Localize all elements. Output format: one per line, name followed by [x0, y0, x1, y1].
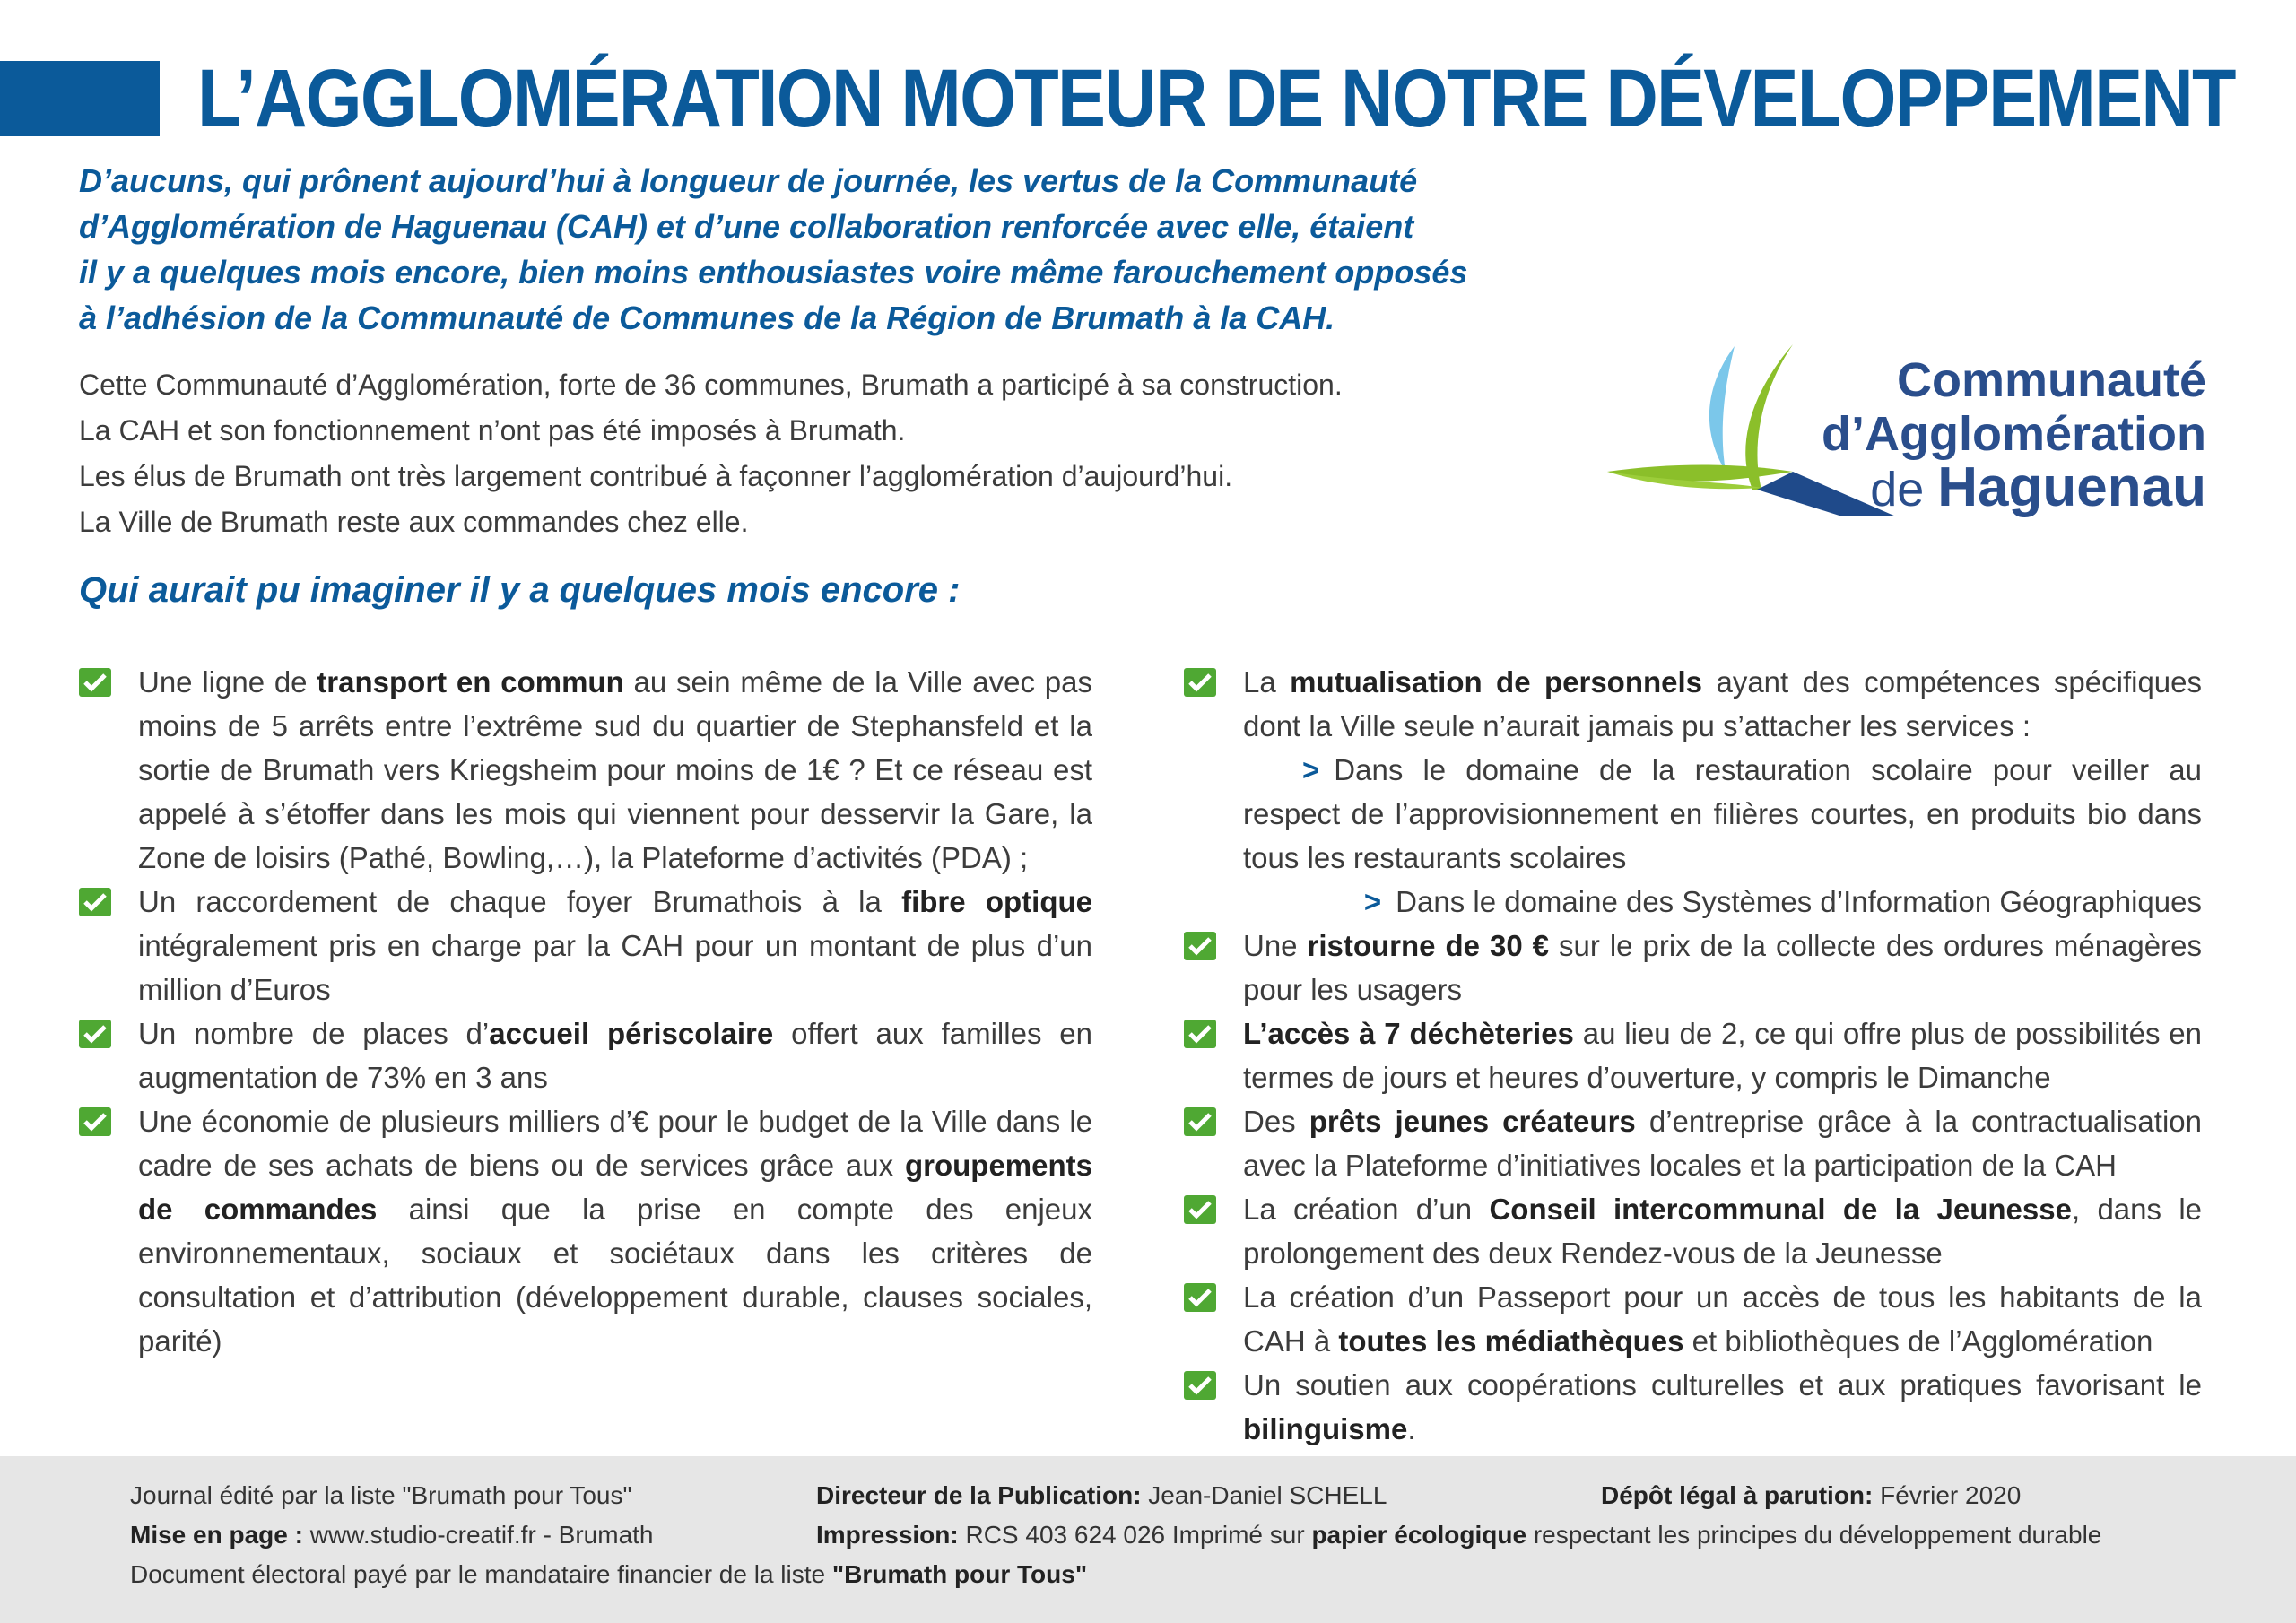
body-line: Les élus de Brumath ont très largement contribué à façonner l’agglomération d’aujourd’hui.: [79, 460, 1233, 492]
page-title: L’AGGLOMÉRATION MOTEUR DE NOTRE DÉVELOPPEMENT: [197, 53, 2235, 144]
item-text: Une: [1243, 929, 1308, 962]
item-bold: bilinguisme: [1243, 1412, 1408, 1445]
footer-bold: papier écologique: [1311, 1521, 1527, 1549]
checkbox-check-icon: [1184, 668, 1216, 697]
list-item: [79, 660, 1092, 880]
item-text: ainsi que la prise en compte des enjeux environnementaux, sociaux et sociétaux dans les critères de consultation et d’attribution (développement durable, clauses sociales, parité): [138, 1193, 1092, 1358]
footer-label: Directeur de la Publication:: [816, 1481, 1142, 1509]
item-text: Une économie de plusieurs milliers d’€ pour le budget de la Ville dans le cadre de ses achats de biens ou de services grâce aux: [138, 1105, 1092, 1182]
checkbox-check-icon: [1184, 1371, 1216, 1400]
checkbox-check-icon: [1184, 1020, 1216, 1048]
body-line: La CAH et son fonctionnement n’ont pas été imposés à Brumath.: [79, 414, 906, 447]
item-bold: fibre optique: [901, 885, 1092, 918]
item-text: et bibliothèques de l’Agglomération: [1683, 1324, 2153, 1358]
footer-value: RCS 403 624 026 Imprimé sur: [958, 1521, 1312, 1549]
sub-item-text: Dans le domaine des Systèmes d’Information Géographiques: [1396, 885, 2202, 918]
footer-value: Document électoral payé par le mandataire financier de la liste: [130, 1560, 832, 1588]
item-text: La: [1243, 665, 1291, 699]
body-paragraph: [79, 362, 1622, 545]
footer-mise-en-page: [130, 1517, 654, 1553]
chevron-right-icon: >: [1302, 753, 1320, 786]
logo-line-1: Communauté: [1896, 353, 2206, 407]
item-text: La création d’un Passeport pour un accès de tous les habitants de la CAH à: [1243, 1280, 2202, 1358]
checkbox-check-icon: [79, 1107, 111, 1136]
logo-line-3-prefix: de: [1870, 463, 1925, 516]
footer-value: Jean-Daniel SCHELL: [1141, 1481, 1387, 1509]
item-bold: transport en commun: [317, 665, 624, 699]
list-item: [79, 1099, 1092, 1363]
section-subheading: Qui aurait pu imaginer il y a quelques mois encore :: [79, 570, 961, 610]
body-line: Cette Communauté d’Agglomération, forte de 36 communes, Brumath a participé à sa construction.: [79, 369, 1343, 401]
item-text: Des: [1243, 1105, 1309, 1138]
footer-impression: [816, 1517, 2101, 1553]
item-text: au sein même de la Ville avec pas moins de 5 arrêts entre l’extrême sud du quartier de Stephansfeld et la sortie de Brumath vers Kriegsheim pour moins de 1€ ? Et ce réseau est appelé à s’étoffer dans les mois qui viennent pour desservir la Gare, la Zone de loisirs (Pathé, Bowling,…), la Plateforme d’activités (PDA) ;: [138, 665, 1092, 874]
item-bold: ristourne de 30 €: [1307, 929, 1550, 962]
item-text: intégralement pris en charge par la CAH pour un montant de plus d’un million d’Euros: [138, 929, 1092, 1006]
footer-document: [130, 1557, 1087, 1593]
intro-line: à l’adhésion de la Communauté de Communes de la Région de Brumath à la CAH.: [79, 299, 1335, 336]
checkbox-check-icon: [1184, 932, 1216, 960]
checkbox-check-icon: [79, 888, 111, 916]
footer-credits: [0, 1456, 2296, 1623]
right-column-list: [1184, 660, 2202, 1451]
checkbox-check-icon: [79, 1020, 111, 1048]
item-bold: toutes les médiathèques: [1338, 1324, 1684, 1358]
footer-label: Impression:: [816, 1521, 959, 1549]
footer-value: respectant les principes du développement durable: [1526, 1521, 2102, 1549]
item-bold: prêts jeunes créateurs: [1309, 1105, 1636, 1138]
item-text: .: [1407, 1412, 1416, 1445]
item-text: ayant des compétences spécifiques dont la Ville seule n’aurait jamais pu s’attacher les services :: [1243, 665, 2203, 742]
footer-label: Dépôt légal à parution:: [1601, 1481, 1874, 1509]
footer-directeur: [816, 1478, 1387, 1514]
list-item: [1184, 1275, 2202, 1363]
list-item: [79, 880, 1092, 1011]
item-bold: mutualisation de personnels: [1290, 665, 1703, 699]
intro-line: D’aucuns, qui prônent aujourd’hui à longueur de journée, les vertus de la Communauté: [79, 162, 1418, 199]
cah-logo: [1600, 337, 2206, 534]
checkbox-check-icon: [79, 668, 111, 697]
logo-line-3-bold: Haguenau: [1937, 456, 2206, 518]
footer-label: Mise en page :: [130, 1521, 303, 1549]
footer-bold: "Brumath pour Tous": [831, 1560, 1088, 1588]
item-text: Un raccordement de chaque foyer Brumathois à la: [138, 885, 902, 918]
footer-value: Février 2020: [1873, 1481, 2022, 1509]
item-text: La création d’un: [1243, 1193, 1490, 1226]
item-text: Un nombre de places d’: [138, 1017, 490, 1050]
checkbox-check-icon: [1184, 1195, 1216, 1224]
sub-item-text: Dans le domaine de la restauration scolaire pour veiller au respect de l’approvisionnement en filières courtes, en produits bio dans tous les restaurants scolaires: [1243, 753, 2202, 874]
logo-line-2: d’Agglomération: [1822, 407, 2206, 461]
item-text: offert aux familles en augmentation de 73% en 3 ans: [138, 1017, 1092, 1094]
item-text: , dans le prolongement des deux Rendez-vous de la Jeunesse: [1243, 1193, 2203, 1270]
list-item: [1184, 1187, 2202, 1275]
sub-item: [1184, 880, 2202, 924]
list-item: [1184, 1099, 2202, 1187]
item-bold: accueil périscolaire: [489, 1017, 774, 1050]
left-column-list: [79, 660, 1092, 1363]
item-bold: groupements de commandes: [138, 1149, 1092, 1226]
title-accent-bar: [0, 61, 160, 136]
item-text: Un soutien aux coopérations culturelles et aux pratiques favorisant le: [1243, 1368, 2202, 1402]
item-text: Une ligne de: [138, 665, 317, 699]
sub-item: [1184, 748, 2202, 880]
item-bold: Conseil intercommunal de la Jeunesse: [1489, 1193, 2072, 1226]
list-item: [1184, 1363, 2202, 1451]
item-bold: L’accès à 7 déchèteries: [1243, 1017, 1574, 1050]
intro-line: d’Agglomération de Haguenau (CAH) et d’une collaboration renforcée avec elle, étaient: [79, 208, 1414, 245]
list-item: [79, 1011, 1092, 1099]
logo-line-3: [1822, 456, 2206, 518]
intro-paragraph: [79, 158, 1604, 341]
list-item: [1184, 924, 2202, 1011]
list-item: [1184, 1011, 2202, 1099]
intro-line: il y a quelques mois encore, bien moins enthousiastes voire même farouchement opposés: [79, 254, 1468, 291]
footer-depot: [1601, 1478, 2021, 1514]
cah-logo-text: [1822, 353, 2206, 516]
footer-journal: Journal édité par la liste "Brumath pour Tous": [130, 1481, 632, 1509]
checkbox-check-icon: [1184, 1283, 1216, 1312]
chevron-right-icon: >: [1363, 885, 1382, 918]
body-line: La Ville de Brumath reste aux commandes chez elle.: [79, 506, 749, 538]
item-text: au lieu de 2, ce qui offre plus de possibilités en termes de jours et heures d’ouverture, y compris le Dimanche: [1243, 1017, 2203, 1094]
footer-value: www.studio-creatif.fr - Brumath: [302, 1521, 654, 1549]
item-text: d’entreprise grâce à la contractualisation avec la Plateforme d’initiatives locales et la participation de la CAH: [1243, 1105, 2202, 1182]
checkbox-check-icon: [1184, 1107, 1216, 1136]
list-item: [1184, 660, 2202, 748]
item-text: sur le prix de la collecte des ordures ménagères pour les usagers: [1243, 929, 2202, 1006]
